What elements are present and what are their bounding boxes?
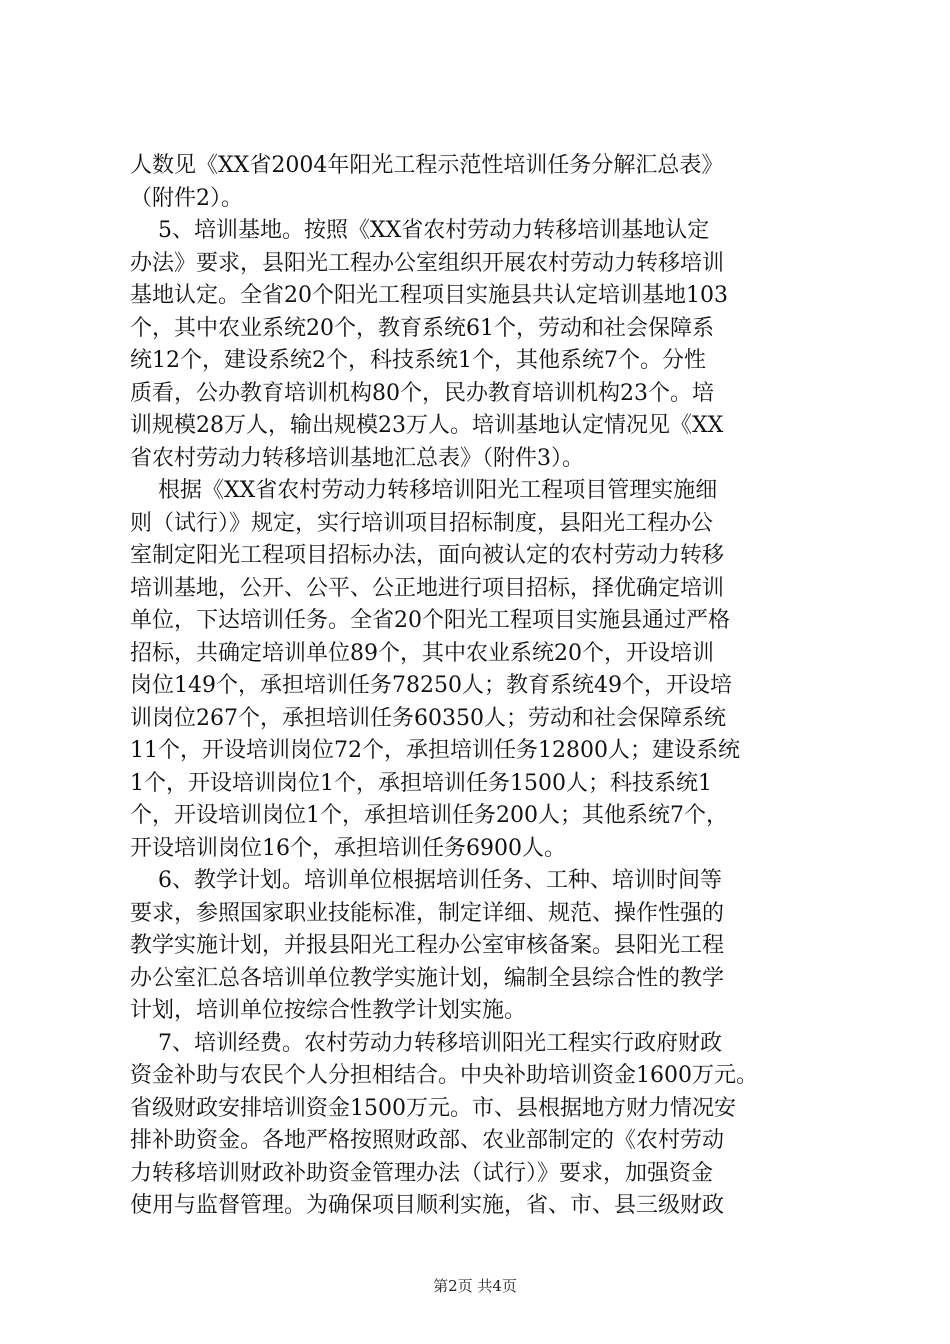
text-line: 统12个，建设系统2个，科技系统1个，其他系统7个。分性 xyxy=(130,348,706,373)
text-line: 办法》要求，县阳光工程办公室组织开展农村劳动力转移培训 xyxy=(130,250,725,276)
text-line: 省农村劳动力转移培训基地汇总表》（附件3）。 xyxy=(130,445,584,471)
text-line: 7、培训经费。农村劳动力转移培训阳光工程实行政府财政 xyxy=(130,1030,722,1056)
text-line: 根据《XX省农村劳动力转移培训阳光工程项目管理实施细 xyxy=(130,478,718,503)
text-line: 6、教学计划。培训单位根据培训任务、工种、培训时间等 xyxy=(130,868,722,893)
text-line: 教学实施计划，并报县阳光工程办公室审核备案。县阳光工程 xyxy=(130,933,725,958)
text-line: 要求，参照国家职业技能标准，制定详细、规范、操作性强的 xyxy=(130,900,725,926)
text-line: 排补助资金。各地严格按照财政部、农业部制定的《农村劳动 xyxy=(130,1128,725,1153)
body-text xyxy=(130,150,835,1223)
text-line: 计划，培训单位按综合性教学计划实施。 xyxy=(130,998,527,1023)
text-line: 个，开设培训岗位1个，承担培训任务200人；其他系统7个， xyxy=(130,803,728,828)
text-line: 1个，开设培训岗位1个，承担培训任务1500人；科技系统1 xyxy=(130,770,712,796)
text-line: 质看，公办教育培训机构80个，民办教育培训机构23个。培 xyxy=(130,380,714,406)
text-line: 资金补助与农民个人分担相结合。中央补助培训资金1600万元。 xyxy=(130,1063,758,1088)
text-line: （附件2）。 xyxy=(130,185,243,211)
text-line: 力转移培训财政补助资金管理办法（试行）》要求，加强资金 xyxy=(130,1160,714,1186)
text-line: 岗位149个，承担培训任务78250人；教育系统49个，开设培 xyxy=(130,673,732,698)
text-line: 招标，共确定培训单位89个，其中农业系统20个，开设培训 xyxy=(130,640,714,666)
text-line: 人数见《XX省2004年阳光工程示范性培训任务分解汇总表》 xyxy=(130,153,724,178)
text-line: 使用与监督管理。为确保项目顺利实施，省、市、县三级财政 xyxy=(130,1193,725,1218)
text-line: 训岗位267个，承担培训任务60350人；劳动和社会保障系统 xyxy=(130,705,726,731)
text-line: 室制定阳光工程项目招标办法，面向被认定的农村劳动力转移 xyxy=(130,543,725,568)
text-line: 则（试行）》规定，实行培训项目招标制度，县阳光工程办公 xyxy=(130,510,714,536)
text-line: 办公室汇总各培训单位教学实施计划，编制全县综合性的教学 xyxy=(130,965,725,991)
text-line: 训规模28万人，输出规模23万人。培训基地认定情况见《XX xyxy=(130,413,724,438)
text-line: 基地认定。全省20个阳光工程项目实施县共认定培训基地103 xyxy=(130,283,728,308)
text-line: 省级财政安排培训资金1500万元。市、县根据地方财力情况安 xyxy=(130,1095,736,1121)
text-line: 培训基地，公开、公平、公正地进行项目招标，择优确定培训 xyxy=(130,575,725,601)
text-line: 个，其中农业系统20个，教育系统61个，劳动和社会保障系 xyxy=(130,315,714,341)
text-line: 5、培训基地。按照《XX省农村劳动力转移培训基地认定 xyxy=(130,218,710,243)
text-line: 11个，开设培训岗位72个，承担培训任务12800人；建设系统 xyxy=(130,738,740,763)
text-line: 单位，下达培训任务。全省20个阳光工程项目实施县通过严格 xyxy=(130,608,730,633)
page-footer: 第2页 共4页 xyxy=(433,1277,517,1295)
text-line: 开设培训岗位16个，承担培训任务6900人。 xyxy=(130,835,566,861)
